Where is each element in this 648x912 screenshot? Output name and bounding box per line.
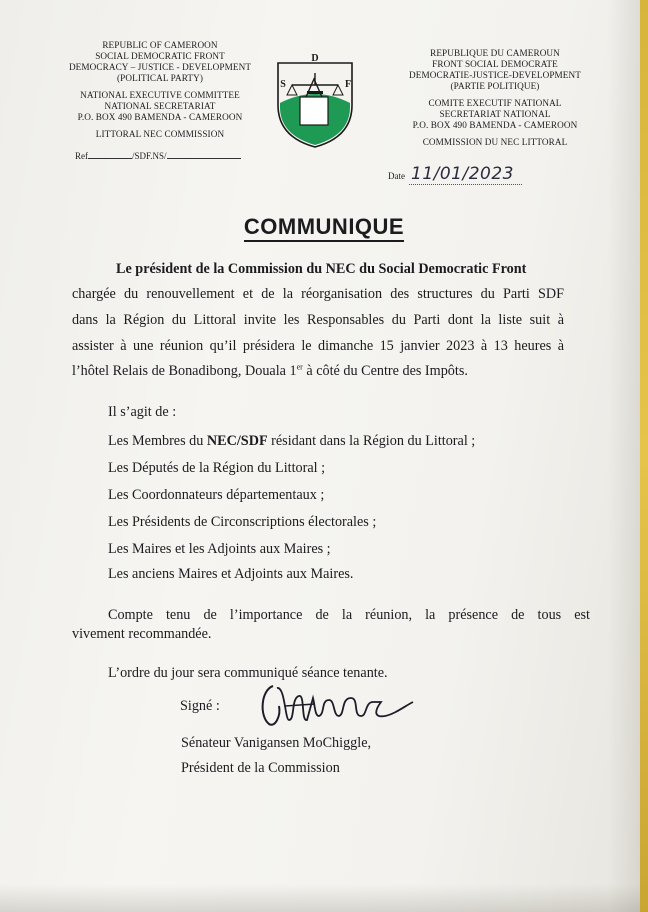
date-label: Date <box>388 171 405 181</box>
logo-letter-f: F <box>344 79 352 90</box>
logo-letter-d: D <box>311 53 319 64</box>
signer-role: Président de la Commission <box>181 760 340 776</box>
importance-line: vivement recommandée. <box>72 626 212 642</box>
signer-name: Sénateur Vanigansen MoChiggle, <box>181 735 372 751</box>
handwritten-signature <box>255 676 415 736</box>
list-item: Les anciens Maires et Adjoints aux Maires. <box>108 566 354 582</box>
letterhead-line: REPUBLIQUE DU CAMEROUN <box>430 48 560 58</box>
intro-line: assister à une réunion qu’il présidera le dimanche 15 janvier 2023 à 13 heures à <box>72 338 564 354</box>
ref-code: /SDF.NS/ <box>132 151 167 161</box>
letterhead-line: SECRETARIAT NATIONAL <box>439 109 551 119</box>
list-heading: Il s’agit de : <box>108 404 177 420</box>
intro-lead: Le président de la Commission du NEC du Social Democratic Front <box>116 261 527 277</box>
sdf-party-logo <box>270 45 360 149</box>
logo-letter-s: S <box>280 79 286 90</box>
list-item: Les Maires et les Adjoints aux Maires ; <box>108 541 331 557</box>
letterhead-english <box>60 40 260 140</box>
letterhead-line: DEMOCRACY – JUSTICE - DEVELOPMENT <box>68 62 252 72</box>
letterhead-line: REPUBLIC OF CAMEROON <box>102 40 218 50</box>
background-yellow-strip <box>640 0 648 912</box>
letterhead-line: P.O. BOX 490 BAMENDA - CAMEROON <box>412 120 578 130</box>
letterhead-line: (POLITICAL PARTY) <box>117 73 203 83</box>
list-item: Les Coordonnateurs départementaux ; <box>108 487 325 503</box>
letterhead-line: COMITE EXECUTIF NATIONAL <box>428 98 562 108</box>
list-item: Les Députés de la Région du Littoral ; <box>108 460 326 476</box>
ref-label: Ref <box>75 151 88 161</box>
letterhead-french <box>395 48 595 148</box>
letterhead-line: P.O. BOX 490 BAMENDA - CAMEROON <box>77 112 243 122</box>
letterhead-commission: COMMISSION DU NEC LITTORAL <box>422 137 568 147</box>
list-item: Les Membres du NEC/SDF résidant dans la Région du Littoral ; <box>108 433 476 449</box>
importance-line: Compte tenu de l’importance de la réunion, la présence de tous est <box>108 607 590 623</box>
agenda-line: L’ordre du jour sera communiqué séance tenante. <box>108 665 388 681</box>
letterhead-line: FRONT SOCIAL DEMOCRATE <box>432 59 558 69</box>
intro-line: dans la Région du Littoral invite les Responsables du Parti dont la liste suit à <box>72 312 564 328</box>
letterhead-line: NATIONAL EXECUTIVE COMMITTEE <box>80 90 240 100</box>
letterhead-line: SOCIAL DEMOCRATIC FRONT <box>95 51 225 61</box>
page-shadow-bottom <box>0 884 648 912</box>
date-line <box>388 164 522 184</box>
signature-label: Signé : <box>180 698 220 714</box>
document-title: COMMUNIQUE <box>0 214 648 240</box>
letterhead-commission: LITTORAL NEC COMMISSION <box>95 129 225 139</box>
intro-line: l’hôtel Relais de Bonadibong, Douala 1er à côté du Centre des Impôts. <box>72 362 468 379</box>
intro-line: chargée du renouvellement et de la réorganisation des structures du Parti SDF <box>72 286 564 302</box>
list-item: Les Présidents de Circonscriptions électorales ; <box>108 514 377 530</box>
letterhead-line: DEMOCRATIE-JUSTICE-DEVELOPMENT <box>409 70 581 80</box>
reference-line <box>75 149 241 161</box>
date-value: 11/01/2023 <box>409 164 522 185</box>
letterhead-line: (PARTIE POLITIQUE) <box>450 81 540 91</box>
letterhead-line: NATIONAL SECRETARIAT <box>104 101 216 111</box>
